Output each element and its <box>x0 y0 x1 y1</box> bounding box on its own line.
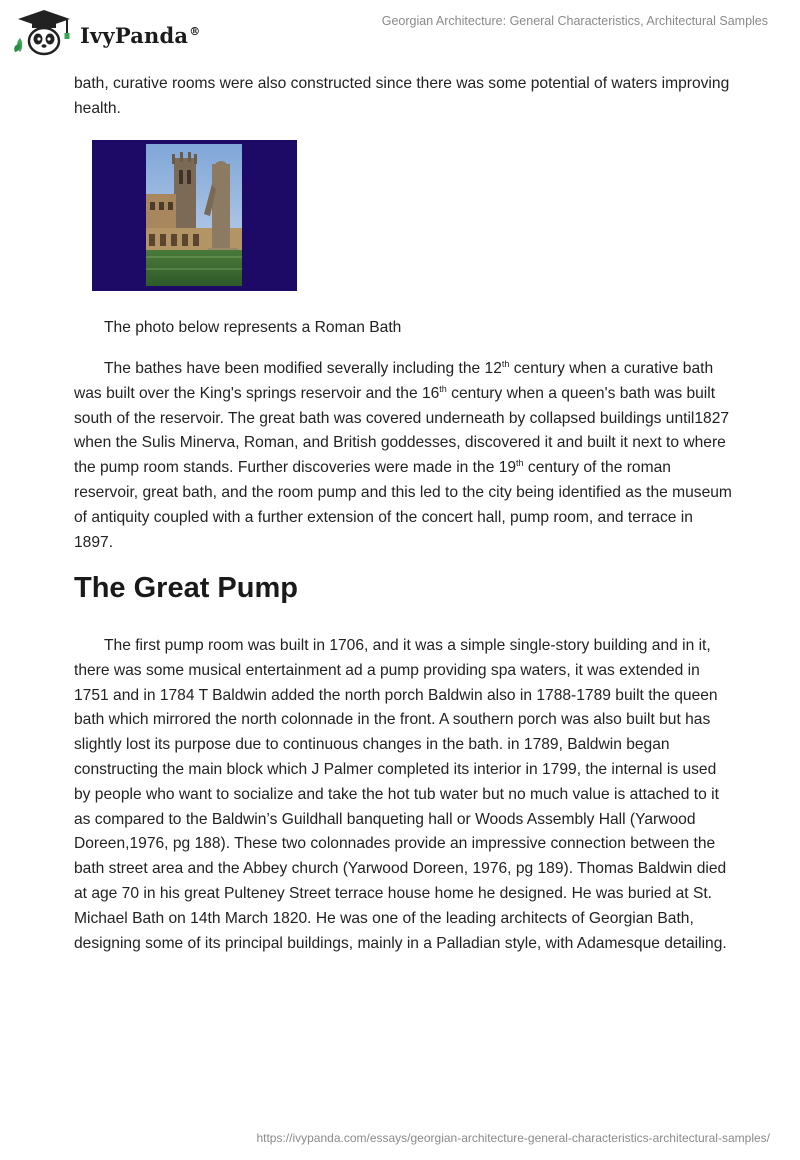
section-heading: The Great Pump <box>74 572 298 604</box>
roman-bath-figure <box>92 140 297 291</box>
document-title: Georgian Architecture: General Characteristics, Architectural Samples <box>381 14 768 28</box>
paragraph-great-pump: The first pump room was built in 1706, and it was a simple single-story building and in it, there was some musical entertainment ad a pump providing spa waters, it was extended in 1751 and in 1784 T Baldwin added the north porch Baldwin also in 1788-1789 built the queen bath which mirrored the north colonnade in the front. A southern porch was also built but has slightly lost its purpose due to continuous changes in the bath. in 1789, Baldwin began constructing the main block which J Palmer completed its interior in 1799, the internal is used by people who want to socialize and take the hot tub water but no much value is attached to it as compared to the Baldwin’s Guildhall banqueting hall or Woods Assembly Hall (Yarwood Doreen,1976, pg 188). These two colonnades provide an impressive connection between the bath street area and the Abbey church (Yarwood Doreen, 1976, pg 189). Thomas Baldwin died at age 70 in his great Pulteney Street terrace house home he designed. He was buried at St. Michael Bath on 14th March 1820. He was one of the leading architects of Georgian Bath, designing some of its principal buildings, mainly in a Palladian style, with Adamesque detailing. <box>74 637 727 952</box>
brand-name: IvyPanda® <box>80 22 201 48</box>
paragraph-intro: bath, curative rooms were also constructed since there was some potential of waters improving health. <box>74 75 730 117</box>
roman-bath-illustration <box>146 144 242 286</box>
source-url[interactable]: https://ivypanda.com/essays/georgian-architecture-general-characteristics-architectural-samples/ <box>256 1131 770 1145</box>
figure-caption: The photo below represents a Roman Bath <box>104 319 402 336</box>
paragraph-history: The bathes have been modified severally including the 12th century when a curative bath was built over the King's springs reservoir and the 16th century when a queen's bath was built south of the reservoir. The great bath was covered underneath by collapsed buildings until1827 when the Sulis Minerva, Roman, and British goddesses, discovered it and built it next to where the pump room stands. Further discoveries were made in the 19th century of the roman reservoir, great bath, and the room pump and this led to the city being identified as the museum of antiquity coupled with a further extension of the concert hall, pump room, and terrace in 1897. <box>74 358 732 551</box>
roman-bath-photo <box>146 144 242 286</box>
page-header <box>0 0 800 70</box>
panda-graduation-cap-icon <box>14 8 74 58</box>
brand-logo[interactable] <box>14 8 200 58</box>
